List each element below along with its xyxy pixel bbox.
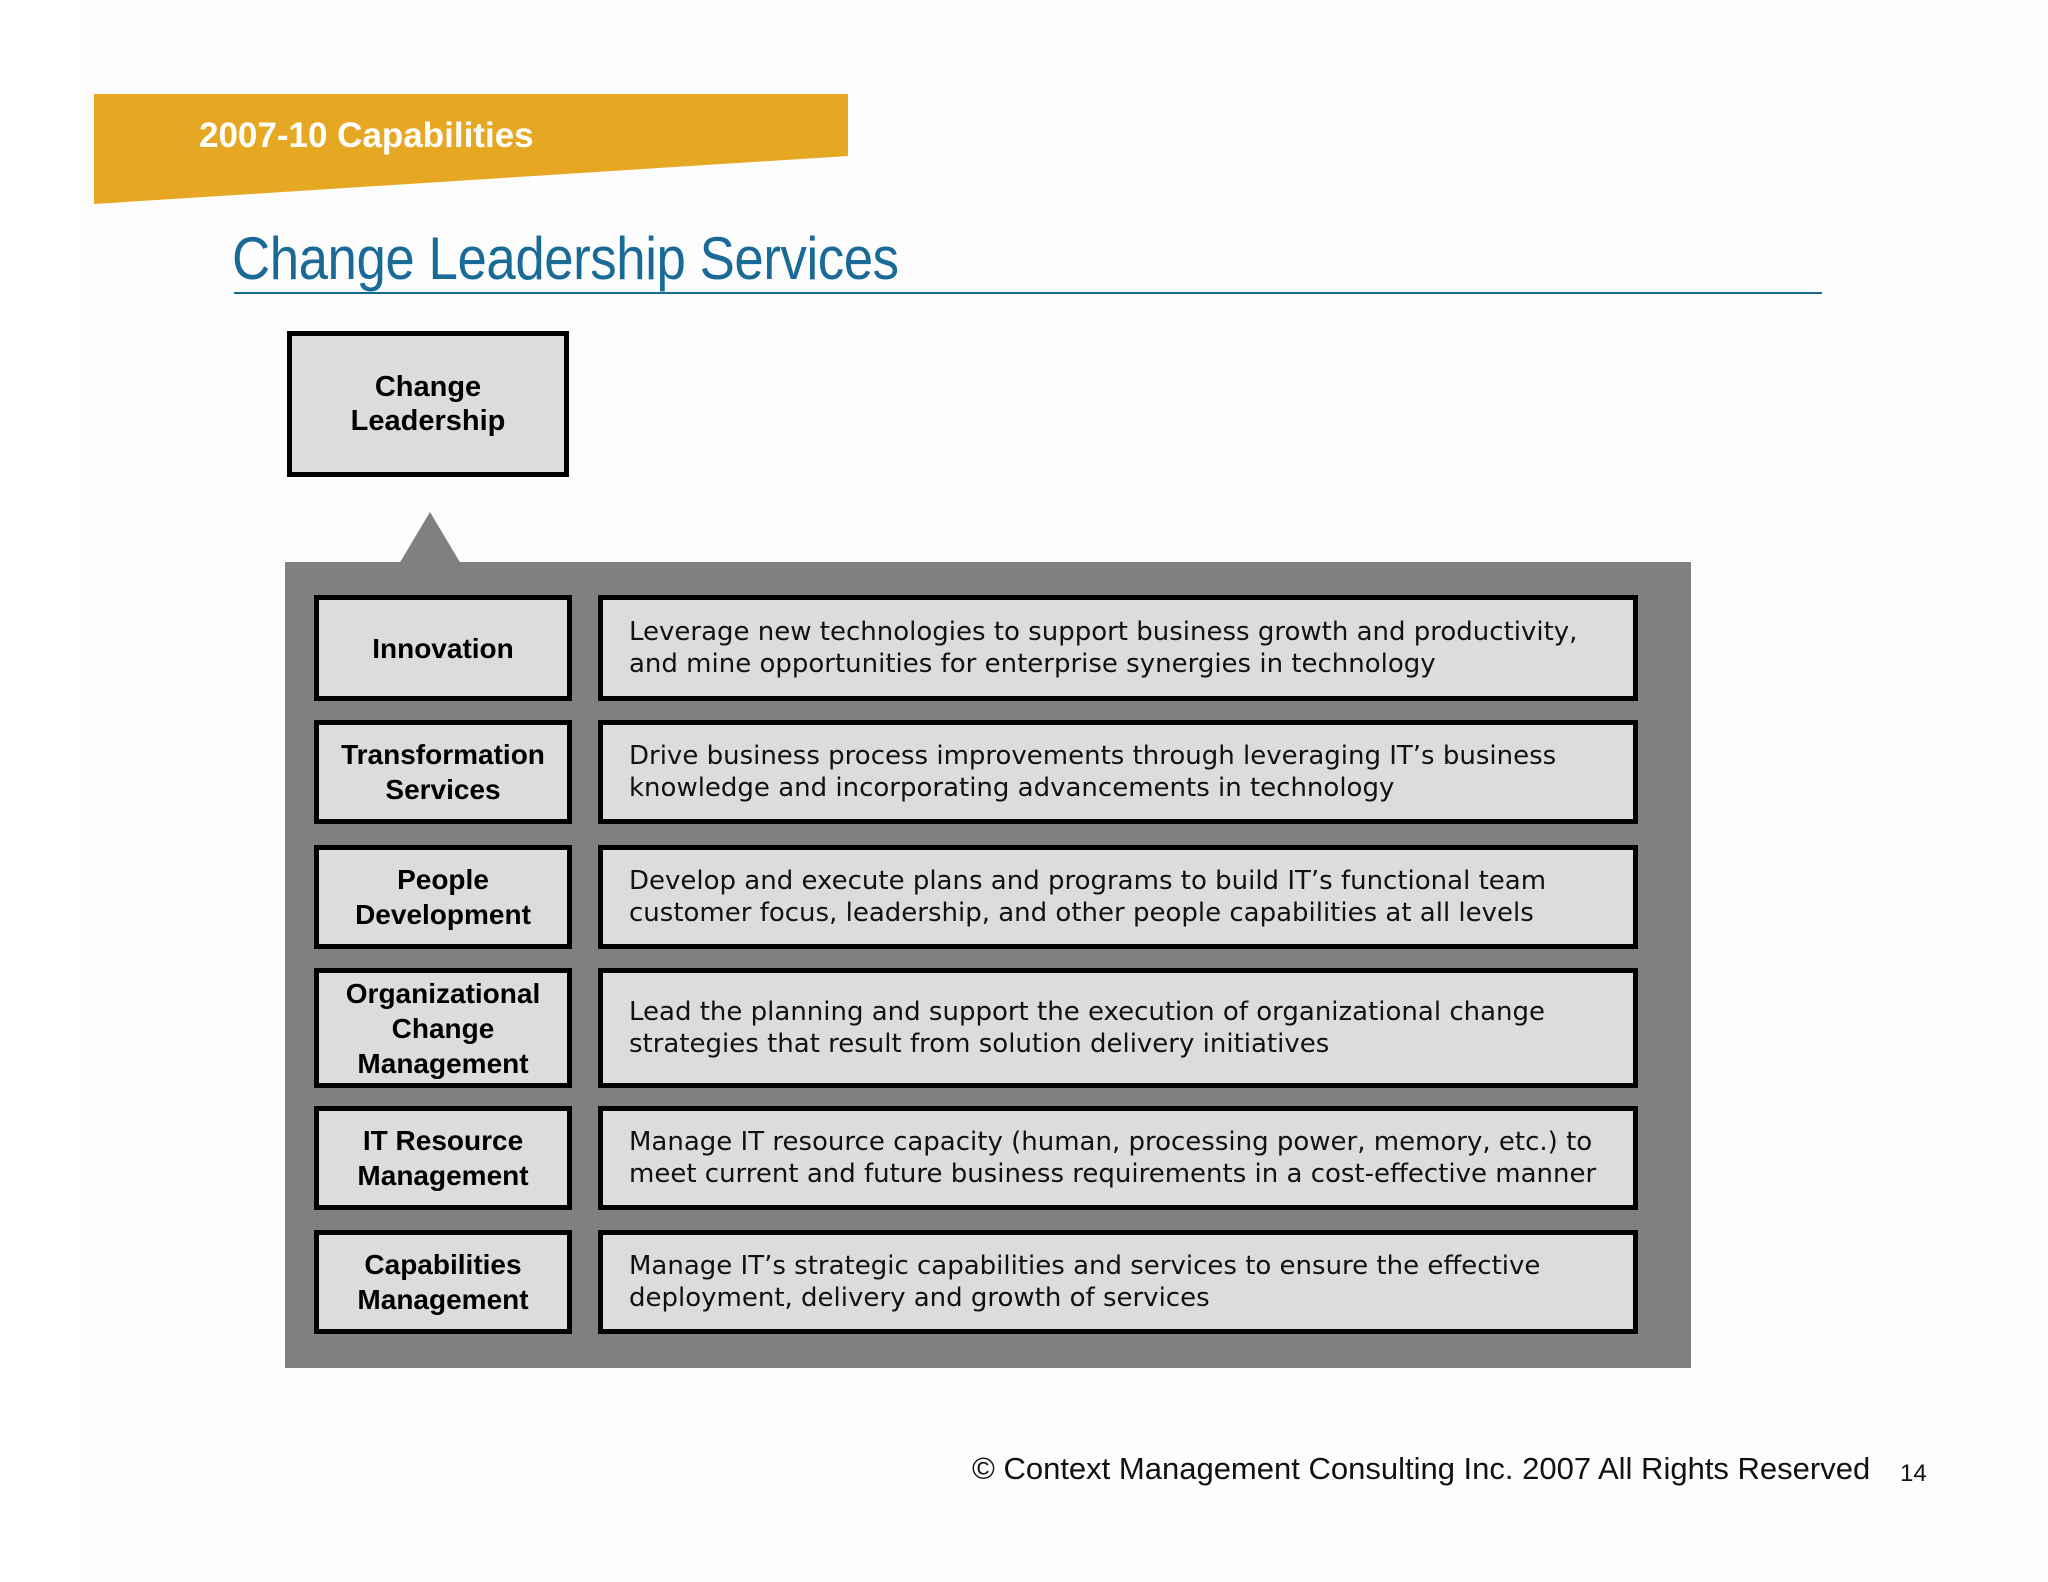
capability-organizational-change-management	[314, 968, 572, 1088]
section-banner	[94, 94, 848, 204]
capability-capabilities-management	[314, 1230, 572, 1334]
capability-label: Innovation	[372, 632, 514, 664]
copyright-notice: © Context Management Consulting Inc. 2007 All Rights Reserved	[972, 1451, 1871, 1486]
capability-description	[598, 845, 1638, 949]
change-leadership-label: Change Leadership	[350, 371, 506, 437]
description-text: Leverage new technologies to support business growth and productivity, and mine opportunities for enterprise synergies in technology	[629, 617, 1578, 679]
capability-label: Organizational Change Management	[345, 977, 541, 1079]
up-arrow-icon	[399, 512, 461, 564]
capability-label: People Development	[355, 864, 531, 930]
capability-label: Capabilities Management	[357, 1249, 529, 1315]
capability-description	[598, 720, 1638, 824]
capability-description	[598, 968, 1638, 1088]
capability-people-development	[314, 845, 572, 949]
page-title: Change Leadership Services	[232, 225, 899, 292]
title-underline	[234, 292, 1822, 294]
change-leadership-box	[287, 331, 569, 477]
capability-description	[598, 1106, 1638, 1210]
capability-innovation	[314, 595, 572, 701]
description-text: Manage IT’s strategic capabilities and services to ensure the effective deployment, delivery and growth of services	[629, 1251, 1541, 1313]
description-text: Lead the planning and support the execution of organizational change strategies that result from solution delivery initiatives	[629, 997, 1546, 1059]
capability-transformation-services	[314, 720, 572, 824]
capability-it-resource-management	[314, 1106, 572, 1210]
page-number: 14	[1900, 1460, 1927, 1487]
capability-label: IT Resource Management	[357, 1125, 529, 1191]
description-text: Drive business process improvements through leveraging IT’s business knowledge and incorporating advancements in technology	[629, 741, 1557, 803]
description-text: Develop and execute plans and programs to build IT’s functional team customer focus, leadership, and other people capabilities at all levels	[629, 866, 1547, 928]
capability-description	[598, 595, 1638, 701]
banner-label: 2007-10 Capabilities	[199, 116, 534, 155]
capability-label: Transformation Services	[341, 739, 545, 805]
description-text: Manage IT resource capacity (human, processing power, memory, etc.) to meet current and future business requirements in a cost-effective manner	[629, 1127, 1597, 1189]
capability-description	[598, 1230, 1638, 1334]
